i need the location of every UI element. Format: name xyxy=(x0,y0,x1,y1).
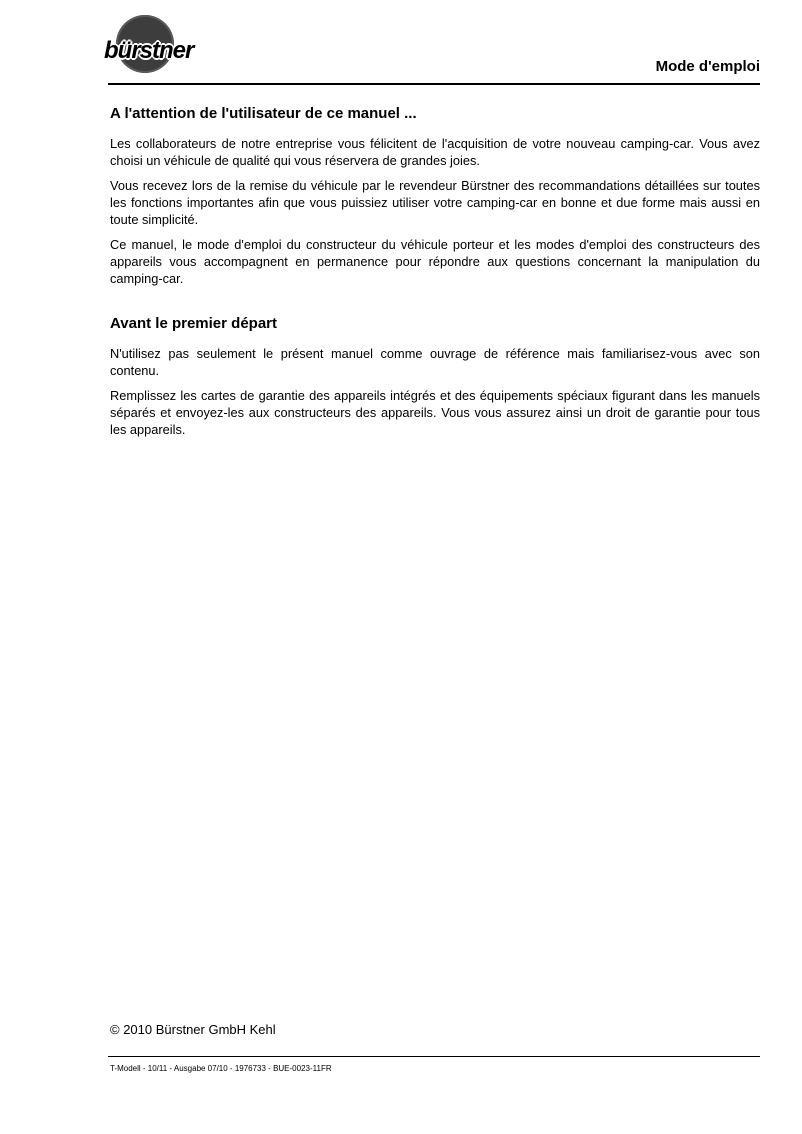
logo-wordmark: bürstner xyxy=(104,37,194,64)
section-heading-avant-depart: Avant le premier départ xyxy=(110,315,277,333)
copyright-notice: © 2010 Bürstner GmbH Kehl xyxy=(110,1022,276,1037)
burstner-logo xyxy=(104,13,234,81)
footer-divider xyxy=(108,1056,760,1057)
footer-legal-text: T-Modell - 10/11 - Ausgabe 07/10 - 1976733 - BUE-0023-11FR xyxy=(110,1064,332,1073)
paragraph: N'utilisez pas seulement le présent manuel comme ouvrage de référence mais familiarisez-vous avec son contenu. xyxy=(110,346,760,379)
paragraph: Ce manuel, le mode d'emploi du constructeur du véhicule porteur et les modes d'emploi des constructeurs des appareils vous accompagnent en permanence pour répondre aux questions concernant la manipulation du camping-car. xyxy=(110,237,760,287)
header-divider xyxy=(108,83,760,85)
page-content xyxy=(110,105,760,446)
page-title: Mode d'emploi xyxy=(655,58,760,75)
section-heading-attention: A l'attention de l'utilisateur de ce manuel ... xyxy=(110,105,417,122)
paragraph: Remplissez les cartes de garantie des appareils intégrés et des équipements spéciaux figurant dans les manuels séparés et envoyez-les aux constructeurs des appareils. Vous vous assurez ainsi un droit de garantie pour tous les appareils. xyxy=(110,388,760,438)
paragraph: Vous recevez lors de la remise du véhicule par le revendeur Bürstner des recommandations détaillées sur toutes les fonctions importantes afin que vous puissiez utiliser votre camping-car en bonne et due forme mais aussi en toute simplicité. xyxy=(110,178,760,228)
paragraph: Les collaborateurs de notre entreprise vous félicitent de l'acquisition de votre nouveau camping-car. Vous avez choisi un véhicule de qualité qui vous réservera de grandes joies. xyxy=(110,136,760,169)
